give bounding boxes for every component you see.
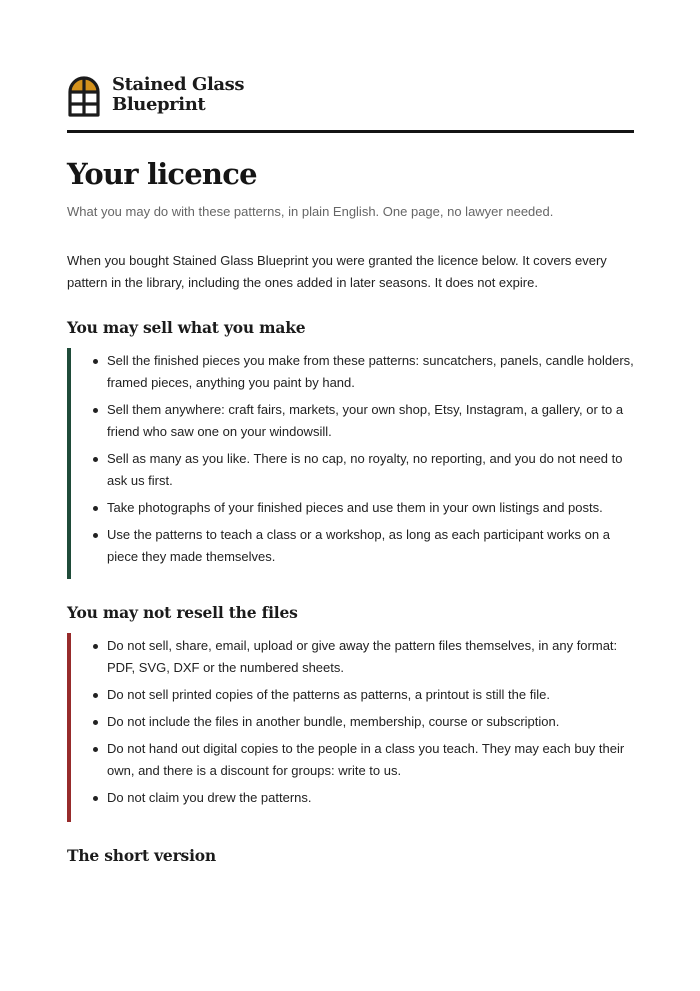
list-item: Do not sell, share, email, upload or give away the pattern files themselves, in any format: PDF, SVG, DXF or the numbered sheets. bbox=[107, 635, 634, 679]
list-item: Take photographs of your finished pieces and use them in your own listings and posts. bbox=[107, 497, 634, 519]
page-subtitle: What you may do with these patterns, in plain English. One page, no lawyer needed. bbox=[67, 204, 554, 219]
section-heading-may-not-resell: You may not resell the files bbox=[67, 603, 298, 622]
page-title: Your licence bbox=[67, 157, 257, 191]
list-item: Use the patterns to teach a class or a workshop, as long as each participant works on a piece they made themselves. bbox=[107, 524, 634, 568]
list-item: Sell as many as you like. There is no cap, no royalty, no reporting, and you do not need to ask us first. bbox=[107, 448, 634, 492]
may-sell-list bbox=[67, 348, 634, 579]
intro-paragraph: When you bought Stained Glass Blueprint you were granted the licence below. It covers every pattern in the library, including the ones added in later seasons. It does not expire. bbox=[67, 253, 607, 290]
list-item: Do not sell printed copies of the patterns as patterns, a printout is still the file. bbox=[107, 684, 634, 706]
brand-name-line-2: Blueprint bbox=[112, 94, 206, 115]
brand-name bbox=[112, 75, 244, 115]
list-item: Do not claim you drew the patterns. bbox=[107, 787, 634, 809]
section-heading-short-version: The short version bbox=[67, 846, 216, 865]
list-item: Sell them anywhere: craft fairs, markets, your own shop, Etsy, Instagram, a gallery, or to a friend who saw one on your windowsill. bbox=[107, 399, 634, 443]
site-header bbox=[67, 74, 634, 133]
list-item: Do not hand out digital copies to the people in a class you teach. They may each buy their own, and there is a discount for groups: write to us. bbox=[107, 738, 634, 782]
list-item: Do not include the files in another bundle, membership, course or subscription. bbox=[107, 711, 634, 733]
arched-window-icon bbox=[67, 74, 101, 118]
list-item: Sell the finished pieces you make from these patterns: suncatchers, panels, candle holders, framed pieces, anything you paint by hand. bbox=[107, 350, 634, 394]
brand-name-line-1: Stained Glass bbox=[112, 74, 245, 95]
may-not-resell-list bbox=[67, 633, 634, 822]
section-heading-may-sell: You may sell what you make bbox=[67, 318, 306, 337]
